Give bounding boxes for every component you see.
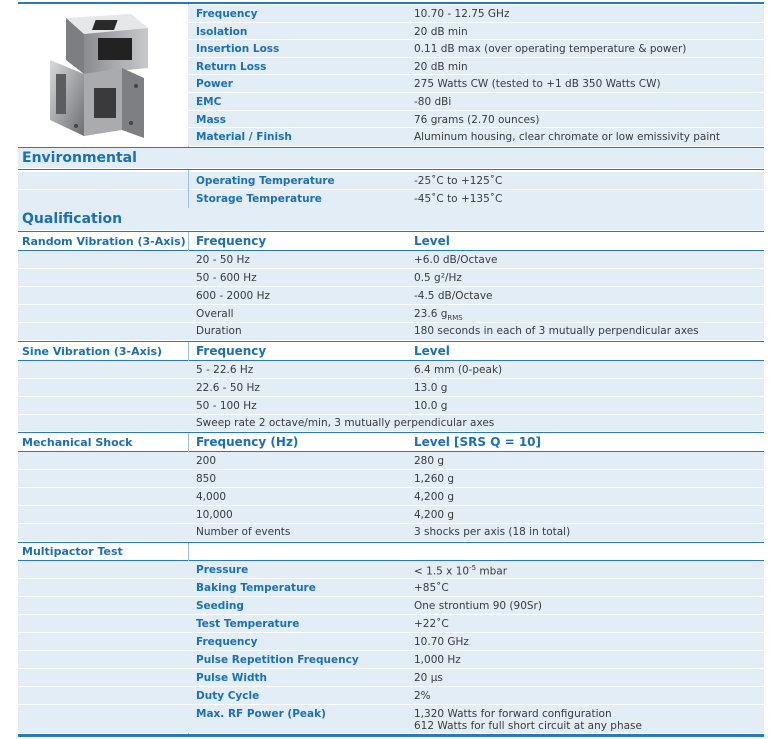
spec-isolation-label: Isolation bbox=[196, 25, 248, 38]
random-vibration-level: 0.5 g²/Hz bbox=[414, 272, 462, 284]
spec-mass-value: 76 grams (2.70 ounces) bbox=[414, 113, 540, 126]
random-vibration-frequency: 600 - 2000 Hz bbox=[196, 290, 270, 302]
sine-vibration-level: 10.0 g bbox=[414, 400, 448, 412]
spec-frequency-label: Frequency bbox=[196, 8, 258, 20]
multipactor-seeding-label: Seeding bbox=[196, 600, 244, 612]
spec-material-finish-value: Aluminum housing, clear chromate or low emissivity paint bbox=[414, 131, 721, 144]
multipactor-duty-cycle-value: 2% bbox=[414, 690, 431, 702]
sine-vibration-level: 6.4 mm (0-peak) bbox=[414, 364, 503, 376]
mechanical-shock-events-label: Number of events bbox=[196, 526, 291, 538]
isolator-product-photo bbox=[36, 8, 156, 146]
spec-isolation-value: 20 dB min bbox=[414, 25, 468, 38]
multipactor-seeding-value: One strontium 90 (90Sr) bbox=[414, 600, 542, 612]
multipactor-max-rf-power-peak-label: Max. RF Power (Peak) bbox=[196, 708, 326, 720]
random-vibration-title: Random Vibration (3-Axis) bbox=[22, 235, 186, 248]
section-rule bbox=[18, 432, 764, 433]
multipactor-pulse-repetition-frequency-label: Pulse Repetition Frequency bbox=[196, 654, 359, 666]
mechanical-shock-frequency-header: Frequency (Hz) bbox=[196, 435, 299, 449]
multipactor-baking-temperature-label: Baking Temperature bbox=[196, 582, 316, 594]
spec-power-label: Power bbox=[196, 78, 233, 91]
multipactor-frequency-label: Frequency bbox=[196, 636, 258, 648]
sine-vibration-level-header: Level bbox=[414, 344, 450, 358]
spec-return-loss-label: Return Loss bbox=[196, 60, 267, 73]
mechanical-shock-level: 4,200 g bbox=[414, 509, 455, 521]
mechanical-shock-title: Mechanical Shock bbox=[22, 436, 133, 449]
multipactor-duty-cycle-label: Duty Cycle bbox=[196, 690, 260, 702]
mechanical-shock-events-value: 3 shocks per axis (18 in total) bbox=[414, 526, 571, 538]
mechanical-shock-frequency: 10,000 bbox=[196, 509, 233, 521]
column-divider bbox=[188, 170, 189, 208]
spec-mass-label: Mass bbox=[196, 113, 227, 126]
mechanical-shock-frequency: 200 bbox=[196, 455, 217, 467]
multipactor-pulse-repetition-frequency-value: 1,000 Hz bbox=[414, 654, 461, 666]
sine-vibration-frequency: 22.6 - 50 Hz bbox=[196, 382, 260, 394]
spec-emc-value: -80 dBi bbox=[414, 96, 452, 108]
random-vibration-frequency-header: Frequency bbox=[196, 234, 267, 248]
multipactor-test-temperature-label: Test Temperature bbox=[196, 618, 300, 630]
spec-emc-label: EMC bbox=[196, 96, 222, 108]
multipactor-test-temperature-value: +22˚C bbox=[414, 618, 449, 630]
random-vibration-level: +6.0 dB/Octave bbox=[414, 254, 498, 266]
mechanical-shock-level: 1,260 g bbox=[414, 473, 455, 485]
storage-temperature-value: -45˚C to +135˚C bbox=[414, 193, 503, 205]
qualification-title: Qualification bbox=[22, 211, 123, 227]
multipactor-pressure-value: < 1.5 x $10^{-5}$ mbar bbox=[414, 564, 508, 578]
multipactor-pulse-width-value: 20 µs bbox=[414, 672, 443, 684]
operating-temperature-label: Operating Temperature bbox=[196, 175, 335, 187]
section-rule bbox=[18, 231, 764, 232]
mechanical-shock-frequency: 4,000 bbox=[196, 491, 227, 503]
mechanical-shock-level: 4,200 g bbox=[414, 491, 455, 503]
sine-vibration-level: 13.0 g bbox=[414, 382, 448, 394]
operating-temperature-value: -25˚C to +125˚C bbox=[414, 175, 503, 187]
sine-vibration-title: Sine Vibration (3-Axis) bbox=[22, 345, 163, 358]
top-rule bbox=[18, 2, 764, 4]
spec-insertion-loss-value: 0.11 dB max (over operating temperature & power) bbox=[414, 43, 687, 56]
random-vibration-frequency: 50 - 600 Hz bbox=[196, 272, 257, 284]
multipactor-frequency-value: 10.70 GHz bbox=[414, 636, 469, 648]
random-vibration-overall-value: 23.6 $g_{RMS}$ bbox=[414, 308, 463, 323]
random-vibration-duration-label: Duration bbox=[196, 325, 242, 337]
bottom-rule bbox=[18, 734, 764, 737]
spec-return-loss-value: 20 dB min bbox=[414, 60, 468, 73]
random-vibration-duration-value: 180 seconds in each of 3 mutually perpendicular axes bbox=[414, 325, 699, 337]
section-rule bbox=[18, 169, 764, 170]
sine-vibration-frequency: 50 - 100 Hz bbox=[196, 400, 257, 412]
sine-vibration-frequency: 5 - 22.6 Hz bbox=[196, 364, 254, 376]
section-rule bbox=[18, 341, 764, 342]
environmental-title: Environmental bbox=[22, 150, 137, 166]
multipactor-max-rf-power-peak-value: 1,320 Watts for forward configuration 612 Watts for full short circuit at any phase bbox=[414, 708, 642, 732]
sine-vibration-sweep-note: Sweep rate 2 octave/min, 3 mutually perpendicular axes bbox=[196, 417, 495, 429]
multipactor-baking-temperature-value: +85˚C bbox=[414, 582, 449, 594]
random-vibration-frequency: 20 - 50 Hz bbox=[196, 254, 250, 266]
storage-temperature-label: Storage Temperature bbox=[196, 193, 322, 205]
spec-power-value: 275 Watts CW (tested to +1 dB 350 Watts CW) bbox=[414, 78, 661, 91]
spec-insertion-loss-label: Insertion Loss bbox=[196, 43, 280, 56]
multipactor-test-title: Multipactor Test bbox=[22, 545, 123, 558]
random-vibration-level: -4.5 dB/Octave bbox=[414, 290, 493, 302]
mechanical-shock-level: 280 g bbox=[414, 455, 445, 467]
random-vibration-level-header: Level bbox=[414, 234, 450, 248]
sine-vibration-frequency-header: Frequency bbox=[196, 344, 267, 358]
mechanical-shock-level-header: Level [SRS Q = 10] bbox=[414, 435, 542, 449]
spec-material-finish-label: Material / Finish bbox=[196, 131, 292, 144]
multipactor-pulse-width-label: Pulse Width bbox=[196, 672, 267, 684]
random-vibration-overall-label: Overall bbox=[196, 308, 234, 320]
spec-frequency-value: 10.70 - 12.75 GHz bbox=[414, 8, 510, 20]
mechanical-shock-frequency: 850 bbox=[196, 473, 217, 485]
section-rule bbox=[18, 542, 764, 543]
multipactor-pressure-label: Pressure bbox=[196, 564, 249, 576]
